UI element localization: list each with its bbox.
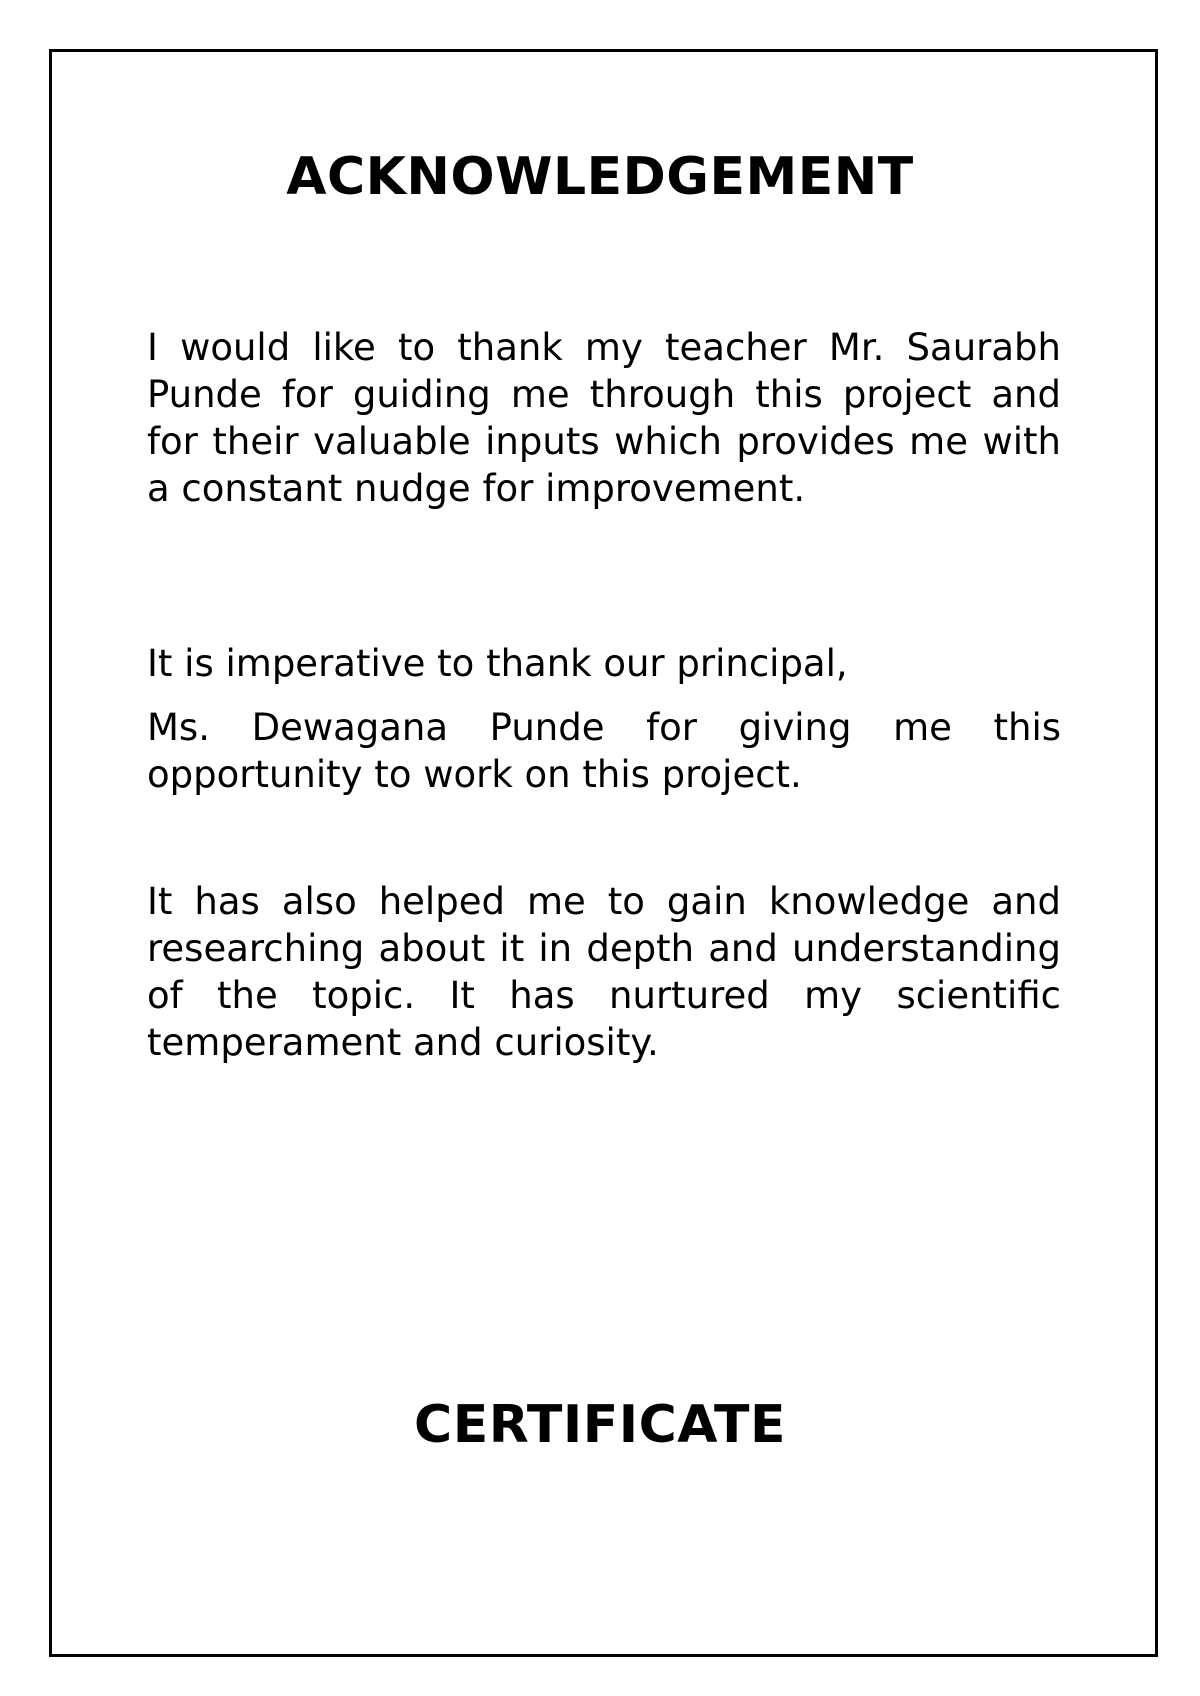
- acknowledgement-paragraph-principal-intro: It is imperative to thank our principal,: [147, 642, 848, 685]
- certificate-title: CERTIFICATE: [414, 1395, 786, 1455]
- acknowledgement-paragraph-teacher: I would like to thank my teacher Mr. Saurabh Punde for guiding me through this project and for their valuable inputs which provides me with a constant nudge for improvement.: [147, 326, 1061, 510]
- acknowledgement-paragraph-principal: Ms. Dewagana Punde for giving me this opportunity to work on this project.: [147, 706, 1061, 796]
- acknowledgement-title: ACKNOWLEDGEMENT: [286, 147, 914, 207]
- acknowledgement-paragraph-knowledge: It has also helped me to gain knowledge and researching about it in depth and understanding of the topic. It has nurtured my scientific temperament and curiosity.: [147, 880, 1061, 1064]
